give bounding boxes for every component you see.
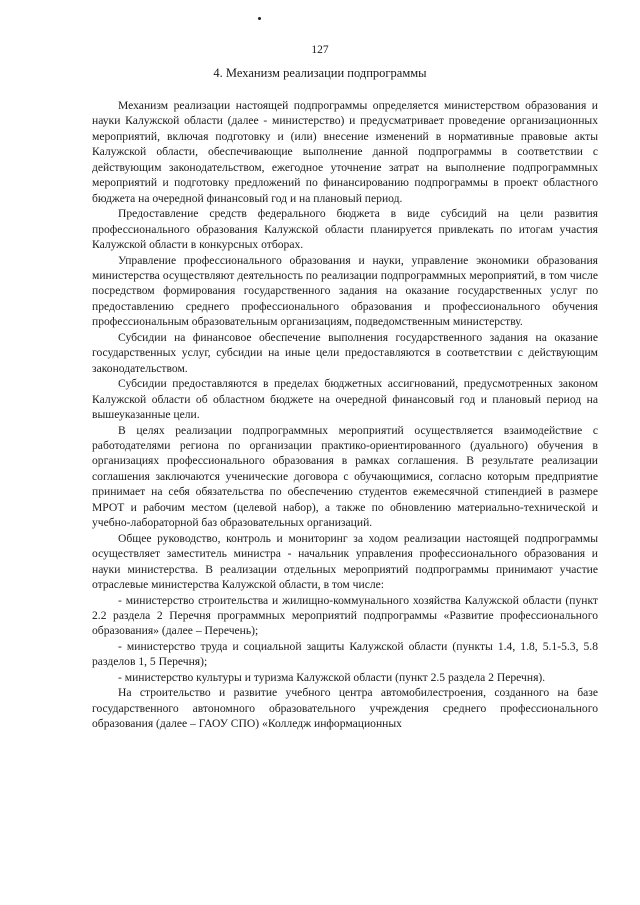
paragraph: Предоставление средств федерального бюджета в виде субсидий на цели развития профессионального образования Калужской области планируется привлекать по итогам участия Калужской области в конкурсных отборах. bbox=[92, 207, 598, 252]
section-title: 4. Механизм реализации подпрограммы bbox=[213, 66, 427, 80]
list-item: - министерство труда и социальной защиты Калужской области (пункты 1.4, 1.8, 5.1-5.3, 5.8 разделов 1, 5 Перечня); bbox=[92, 639, 598, 669]
paragraph: Управление профессионального образования и науки, управление экономики образования министерства осуществляют деятельность по реализации подпрограммных мероприятий, в том числе посредством формирования государственного задания на оказание государственных услуг по предоставлению среднего профессионального образования и профессионального обучения профессиональным образовательным организациям, подведомственным министерству. bbox=[92, 253, 598, 329]
paragraph: Общее руководство, контроль и мониторинг за ходом реализации настоящей подпрограммы осуществляет заместитель министра - начальник управления профессионального образования и науки министерства. В реализации отдельных мероприятий подпрограммы принимают участие отраслевые министерства Калужской области, в том числе: bbox=[92, 531, 598, 592]
list-item: - министерство культуры и туризма Калужской области (пункт 2.5 раздела 2 Перечня). bbox=[118, 670, 546, 684]
paragraph: В целях реализации подпрограммных мероприятий осуществляется взаимодействие с работодателями региона по организации практико-ориентированного (дуального) обучения в организациях профессионального образования в рамках соглашения. В результате реализации соглашения заключаются ученические договора с обучающимися, согласно которым предприятие принимает на себя обязательства по обеспечению студентов ежемесячной стипендией в размере МРОТ и рабочим местом (целевой набор), а также по обновлению материально-технической и учебно-лабораторной баз образовательных организаций. bbox=[92, 423, 598, 530]
list-item: - министерство строительства и жилищно-коммунального хозяйства Калужской области (пункт 2.2 раздела 2 Перечня программных мероприятий подпрограммы «Развитие профессионального образования» (далее – Перечень); bbox=[92, 593, 598, 638]
page-number: 127 bbox=[311, 44, 329, 56]
paragraph: Субсидии предоставляются в пределах бюджетных ассигнований, предусмотренных законом Калужской области об областном бюджете на очередной финансовый год и плановый период на вышеуказанные цели. bbox=[92, 377, 598, 422]
paragraph: Субсидии на финансовое обеспечение выполнения государственного задания на оказание государственных услуг, субсидии на иные цели предоставляются в соответствии с действующим законодательством. bbox=[92, 330, 598, 375]
body-text bbox=[92, 98, 598, 732]
paragraph: На строительство и развитие учебного центра автомобилестроения, созданного на базе государственного автономного образовательного учреждения среднего профессионального образования (далее – ГАОУ СПО) «Колледж информационных bbox=[92, 686, 598, 731]
paragraph: Механизм реализации настоящей подпрограммы определяется министерством образования и науки Калужской области (далее - министерство) и предусматривает проведение организационных мероприятий, включая подготовку и (или) внесение изменений в нормативные правовые акты Калужской области, обеспечивающие выполнение данной подпрограммы в соответствии с действующим законодательством, ежегодное уточнение затрат на выполнение подпрограммных мероприятий и подготовку предложений по финансированию подпрограммы в проект областного бюджета на очередной финансовый год и на плановый период. bbox=[92, 99, 598, 205]
stray-dot bbox=[258, 17, 261, 20]
